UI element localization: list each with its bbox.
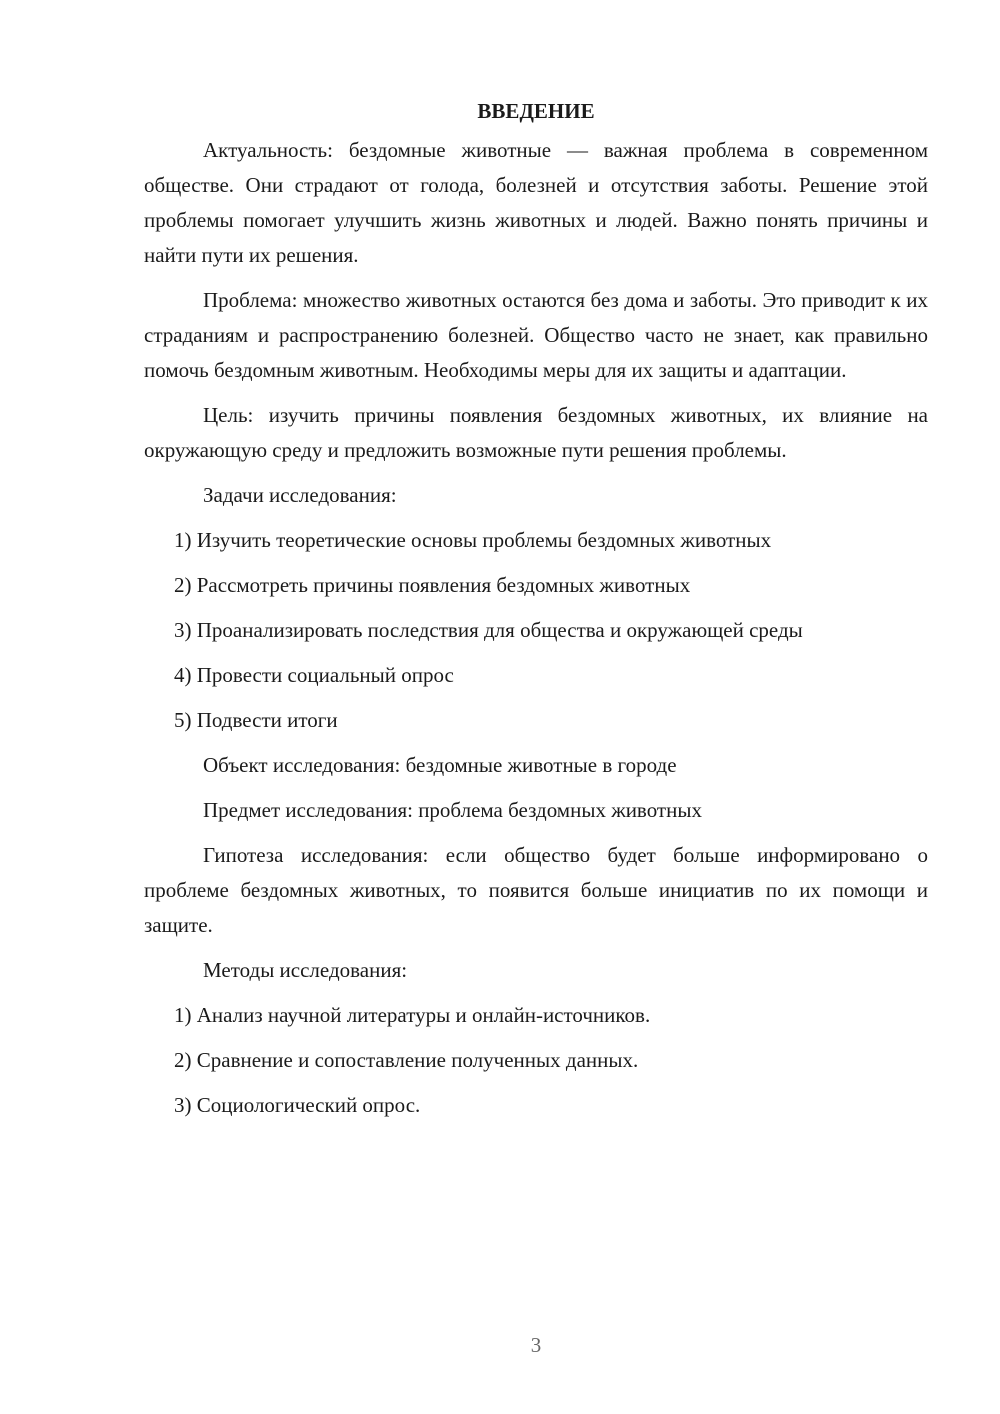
relevance-paragraph: Актуальность: бездомные животные — важная проблема в современном обществе. Они страдают от голода, болезней и отсутствия заботы. Решение этой проблемы помогает улучшить жизнь животных и людей. Важно понять причины и найти пути их решения. (144, 138, 928, 267)
methods-list (144, 998, 928, 1123)
task-item: 5) Подвести итоги (174, 708, 338, 732)
section-title: ВВЕДЕНИЕ (477, 99, 595, 123)
task-item: 3) Проанализировать последствия для общества и окружающей среды (174, 618, 803, 642)
subject-paragraph: Предмет исследования: проблема бездомных животных (203, 798, 702, 822)
task-item: 2) Рассмотреть причины появления бездомных животных (174, 573, 691, 597)
method-item: 1) Анализ научной литературы и онлайн-источников. (174, 1003, 651, 1027)
page-content (144, 95, 928, 1133)
tasks-list (144, 523, 928, 738)
task-item: 4) Провести социальный опрос (174, 663, 454, 687)
method-item: 3) Социологический опрос. (174, 1093, 421, 1117)
tasks-heading: Задачи исследования: (203, 483, 397, 507)
goal-paragraph: Цель: изучить причины появления бездомных животных, их влияние на окружающую среду и предложить возможные пути решения проблемы. (144, 403, 928, 462)
page-number: 3 (530, 1333, 542, 1357)
problem-paragraph: Проблема: множество животных остаются без дома и заботы. Это приводит к их страданиям и распространению болезней. Общество часто не знает, как правильно помочь бездомным животным. Необходимы меры для их защиты и адаптации. (144, 288, 928, 382)
hypothesis-paragraph: Гипотеза исследования: если общество будет больше информировано о проблеме бездомных животных, то появится больше инициатив по их помощи и защите. (144, 843, 928, 937)
task-item: 1) Изучить теоретические основы проблемы бездомных животных (174, 528, 772, 552)
methods-heading: Методы исследования: (203, 958, 408, 982)
method-item: 2) Сравнение и сопоставление полученных данных. (174, 1048, 639, 1072)
object-paragraph: Объект исследования: бездомные животные в городе (203, 753, 677, 777)
